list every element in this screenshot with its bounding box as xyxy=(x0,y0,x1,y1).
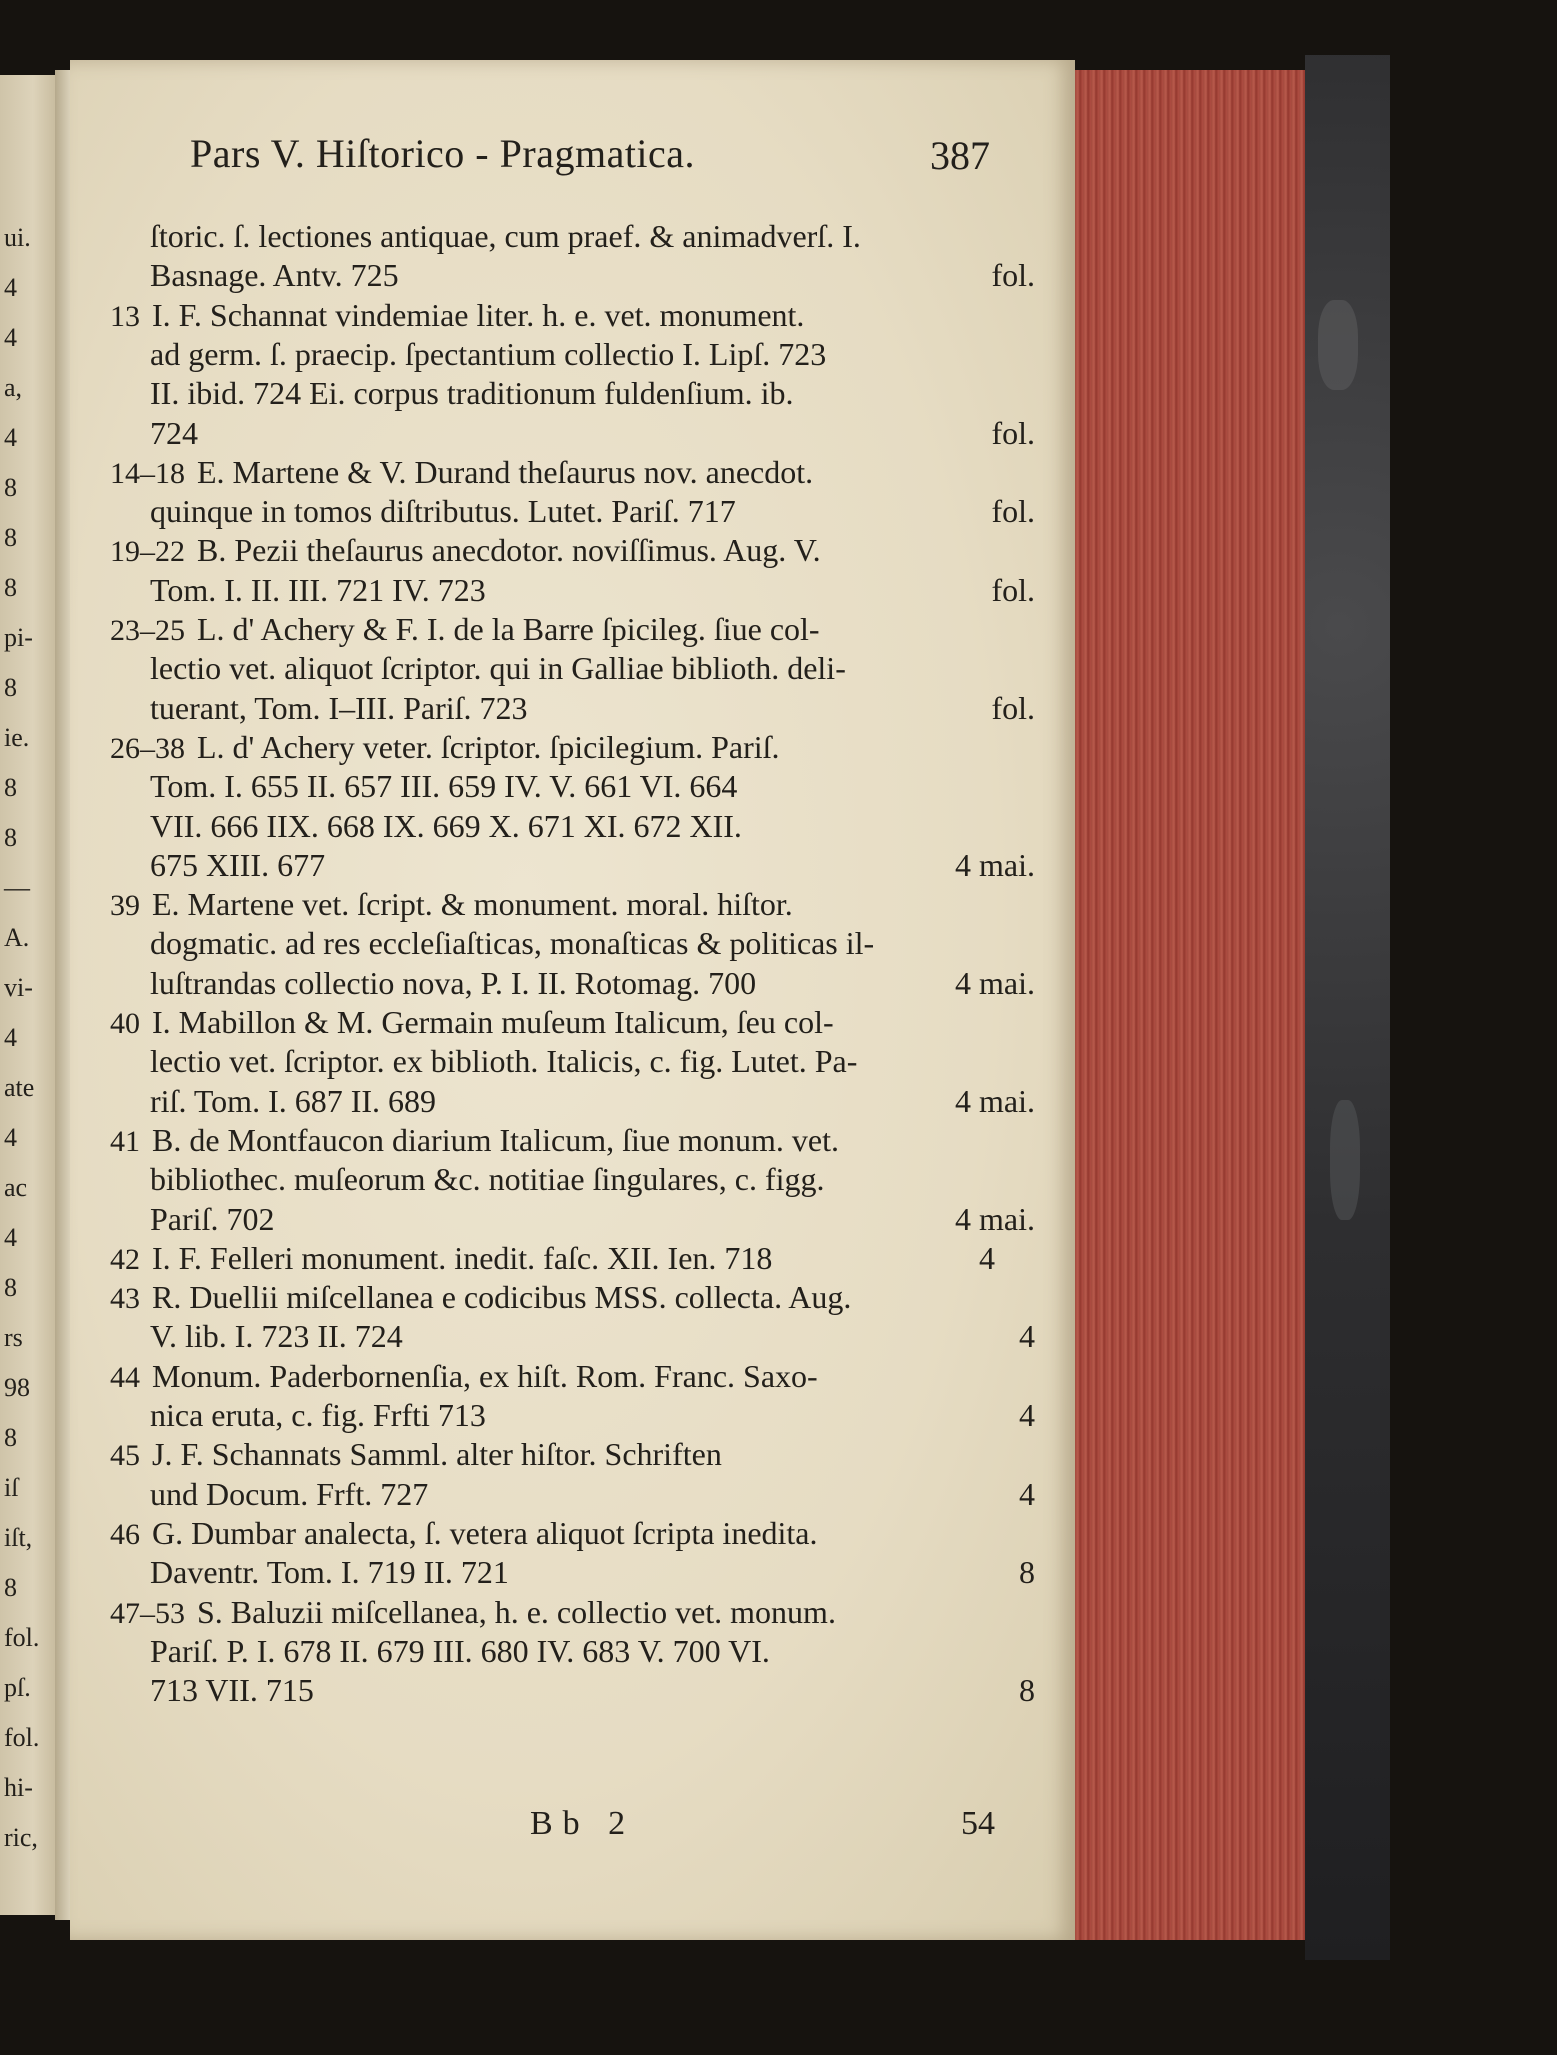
line-text: Monum. Paderbornenſia, ex hiſt. Rom. Franc. Saxo- xyxy=(152,1357,818,1394)
line-text: dogmatic. ad res eccleſiaſticas, monaſticas & politicas il- xyxy=(150,925,875,962)
line-text: E. Martene & V. Durand theſaurus nov. anecdot. xyxy=(197,453,814,490)
text-line xyxy=(110,963,1035,1003)
margin-fragment: 8 xyxy=(4,823,17,852)
margin-fragment: 8 xyxy=(4,473,17,502)
entry-number: 13 xyxy=(110,299,140,333)
format-label: fol. xyxy=(991,414,1035,451)
line-text: II. ibid. 724 Ei. corpus traditionum fuldenſium. ib. xyxy=(150,375,794,412)
text-line xyxy=(110,1199,1035,1239)
line-text: ſtoric. ſ. lectiones antiquae, cum praef. & animadverſ. I. xyxy=(150,218,861,254)
text-line xyxy=(110,1670,1035,1710)
line-text: I. F. Schannat vindemiae liter. h. e. vet. monument. xyxy=(152,296,805,333)
line-text: E. Martene vet. ſcript. & monument. moral. hiſtor. xyxy=(152,886,793,923)
text-line xyxy=(110,1159,1035,1199)
text-line xyxy=(110,884,995,924)
margin-fragment: 8 xyxy=(4,1423,17,1452)
format-label: 4 mai. xyxy=(955,1082,1035,1119)
margin-fragment: 4 xyxy=(4,323,17,352)
format-label: 8 xyxy=(1019,1554,1035,1591)
text-line xyxy=(110,1002,995,1042)
text-line xyxy=(110,1513,995,1553)
format-label: 4 xyxy=(1019,1397,1035,1433)
line-text: und Docum. Frft. 727 xyxy=(150,1475,429,1512)
margin-fragment: 4 xyxy=(4,1023,17,1052)
text-line xyxy=(110,845,1035,885)
line-text: lectio vet. ſcriptor. ex biblioth. Italicis, c. fig. Lutet. Pa- xyxy=(150,1043,858,1080)
line-text: luſtrandas collectio nova, P. I. II. Rotomag. 700 xyxy=(150,964,757,1001)
line-text: 724 xyxy=(150,414,198,451)
line-text: Daventr. Tom. I. 719 II. 721 xyxy=(150,1554,509,1591)
text-line xyxy=(110,1277,995,1317)
catchword: 54 xyxy=(961,1805,995,1842)
line-text: L. d' Achery veter. ſcriptor. ſpicilegium. Pariſ. xyxy=(197,728,780,765)
text-line xyxy=(110,1356,995,1396)
text-line xyxy=(110,530,995,570)
margin-fragment: vi- xyxy=(4,973,33,1002)
text-line xyxy=(110,1592,995,1632)
margin-fragment: fol. xyxy=(4,1723,40,1752)
text-line xyxy=(110,688,1035,728)
line-text: bibliothec. muſeorum &c. notitiae ſingulares, c. figg. xyxy=(150,1161,825,1198)
line-text: S. Baluzii miſcellanea, h. e. collectio vet. monum. xyxy=(197,1593,836,1630)
line-text: Basnage. Antv. 725 xyxy=(150,257,399,294)
text-line xyxy=(110,1081,1035,1121)
text-line xyxy=(110,1316,1035,1356)
cover-mark xyxy=(1330,1100,1360,1220)
entry-number: 46 xyxy=(110,1517,140,1551)
format-label: fol. xyxy=(991,493,1035,530)
text-line xyxy=(110,295,995,335)
text-line xyxy=(110,648,1035,688)
margin-fragment: pſ. xyxy=(4,1673,31,1702)
line-text: ad germ. ſ. praecip. ſpectantium collectio I. Lipſ. 723 xyxy=(150,335,827,372)
line-text: G. Dumbar analecta, ſ. vetera aliquot ſcripta inedita. xyxy=(152,1514,818,1551)
format-label: 4 xyxy=(1019,1318,1035,1355)
margin-fragment: ie. xyxy=(4,723,30,752)
entry-number: 42 xyxy=(110,1242,140,1276)
line-text: B. de Montfaucon diarium Italicum, ſiue monum. vet. xyxy=(152,1121,839,1158)
text-line xyxy=(110,334,1035,374)
margin-fragment: 98 xyxy=(4,1373,30,1402)
line-text: J. F. Schannats Samml. alter hiſtor. Schriften xyxy=(152,1436,722,1473)
entry-number: 39 xyxy=(110,889,140,923)
entry-number: 41 xyxy=(110,1124,140,1158)
line-text: Pariſ. P. I. 678 II. 679 III. 680 IV. 683 V. 700 VI. xyxy=(150,1632,770,1669)
entry-number: 43 xyxy=(110,1282,140,1316)
text-line xyxy=(110,1474,1035,1514)
line-text: 675 XIII. 677 xyxy=(150,846,326,883)
page-title: Pars V. Hiſtorico - Pragmatica. xyxy=(190,131,696,176)
text-line xyxy=(110,373,1035,413)
text-line xyxy=(110,1041,1035,1081)
format-label: 4 xyxy=(1019,1475,1035,1512)
margin-fragment: ate xyxy=(4,1073,35,1102)
line-text: Pariſ. 702 xyxy=(150,1200,275,1237)
margin-fragment: ric, xyxy=(4,1823,38,1852)
line-text: R. Duellii miſcellanea e codicibus MSS. collecta. Aug. xyxy=(152,1279,852,1316)
line-text: I. F. Felleri monument. inedit. faſc. XII. Ien. 718 xyxy=(152,1239,773,1276)
format-label: 4 mai. xyxy=(955,964,1035,1001)
margin-fragment: A. xyxy=(4,923,30,952)
text-line xyxy=(110,491,1035,531)
margin-fragment: a, xyxy=(4,373,23,402)
margin-fragment: 8 xyxy=(4,523,17,552)
line-text: tuerant, Tom. I–III. Pariſ. 723 xyxy=(150,689,528,726)
line-text: L. d' Achery & F. I. de la Barre ſpicileg. ſiue col- xyxy=(197,611,820,647)
line-text: 713 VII. 715 xyxy=(150,1672,314,1709)
margin-fragment: pi- xyxy=(4,623,33,652)
line-text: nica eruta, c. fig. Frfti 713 xyxy=(150,1397,486,1433)
text-line xyxy=(110,452,995,492)
margin-fragment: 8 xyxy=(4,673,17,702)
text-line xyxy=(110,1434,995,1474)
red-page-edges xyxy=(1075,70,1305,1940)
signature-mark: Bb 2 xyxy=(530,1805,636,1842)
entry-number: 19–22 xyxy=(110,535,185,569)
margin-fragment: 8 xyxy=(4,773,17,802)
text-line xyxy=(110,1552,1035,1592)
format-label: 4 mai. xyxy=(955,846,1035,883)
margin-fragment: fol. xyxy=(4,1623,40,1652)
text-line xyxy=(110,1395,1035,1435)
format-label: fol. xyxy=(991,689,1035,726)
format-label: fol. xyxy=(991,571,1035,608)
text-line xyxy=(110,1631,1035,1671)
margin-fragment: 4 xyxy=(4,1123,17,1152)
entry-number: 14–18 xyxy=(110,456,185,490)
cover-mark xyxy=(1318,300,1358,390)
margin-fragment: 4 xyxy=(4,423,17,452)
margin-fragment: 4 xyxy=(4,273,17,302)
text-line xyxy=(110,806,1035,846)
text-line xyxy=(110,255,1035,295)
format-label: 4 mai. xyxy=(955,1200,1035,1237)
text-line xyxy=(110,609,995,649)
margin-fragment: iſ xyxy=(4,1473,19,1502)
margin-fragment: 8 xyxy=(4,1273,17,1302)
line-text: lectio vet. aliquot ſcriptor. qui in Galliae biblioth. deli- xyxy=(150,650,846,687)
margin-fragment: 8 xyxy=(4,573,17,602)
format-label: 4 xyxy=(979,1239,995,1276)
line-text: riſ. Tom. I. 687 II. 689 xyxy=(150,1082,437,1119)
margin-fragment: rs xyxy=(4,1323,23,1352)
margin-fragment: 4 xyxy=(4,1223,17,1252)
line-text: VII. 666 IIX. 668 IX. 669 X. 671 XI. 672 XII. xyxy=(150,807,742,844)
margin-fragment: — xyxy=(4,873,30,902)
line-text: B. Pezii theſaurus anecdotor. noviſſimus. Aug. V. xyxy=(197,532,821,569)
margin-fragment: hi- xyxy=(4,1773,33,1802)
text-line xyxy=(110,1238,995,1278)
entry-number: 44 xyxy=(110,1360,140,1394)
margin-fragment: ui. xyxy=(4,223,31,252)
format-label: 8 xyxy=(1019,1672,1035,1709)
entry-number: 26–38 xyxy=(110,731,185,765)
text-line xyxy=(110,413,1035,453)
text-line xyxy=(110,1120,995,1160)
text-line xyxy=(110,570,1035,610)
margin-fragment: 8 xyxy=(4,1573,17,1602)
text-line xyxy=(110,766,1035,806)
entry-number: 45 xyxy=(110,1439,140,1473)
text-line xyxy=(110,727,995,767)
line-text: Tom. I. 655 II. 657 III. 659 IV. V. 661 VI. 664 xyxy=(150,768,738,805)
margin-fragment: iſt, xyxy=(4,1523,33,1552)
line-text: quinque in tomos diſtributus. Lutet. Pariſ. 717 xyxy=(150,493,736,530)
entry-number: 40 xyxy=(110,1007,140,1040)
margin-fragment: ac xyxy=(4,1173,28,1202)
format-label: fol. xyxy=(991,257,1035,294)
page-footer xyxy=(110,1805,995,1850)
line-text: V. lib. I. 723 II. 724 xyxy=(150,1318,403,1355)
text-line xyxy=(110,923,1035,963)
text-line xyxy=(110,216,1035,256)
running-header xyxy=(190,130,990,180)
page-number: 387 xyxy=(930,133,990,178)
entry-number: 47–53 xyxy=(110,1596,185,1630)
line-text: I. Mabillon & M. Germain muſeum Italicum, ſeu col- xyxy=(152,1004,834,1040)
entry-number: 23–25 xyxy=(110,614,185,647)
line-text: Tom. I. II. III. 721 IV. 723 xyxy=(150,571,486,608)
